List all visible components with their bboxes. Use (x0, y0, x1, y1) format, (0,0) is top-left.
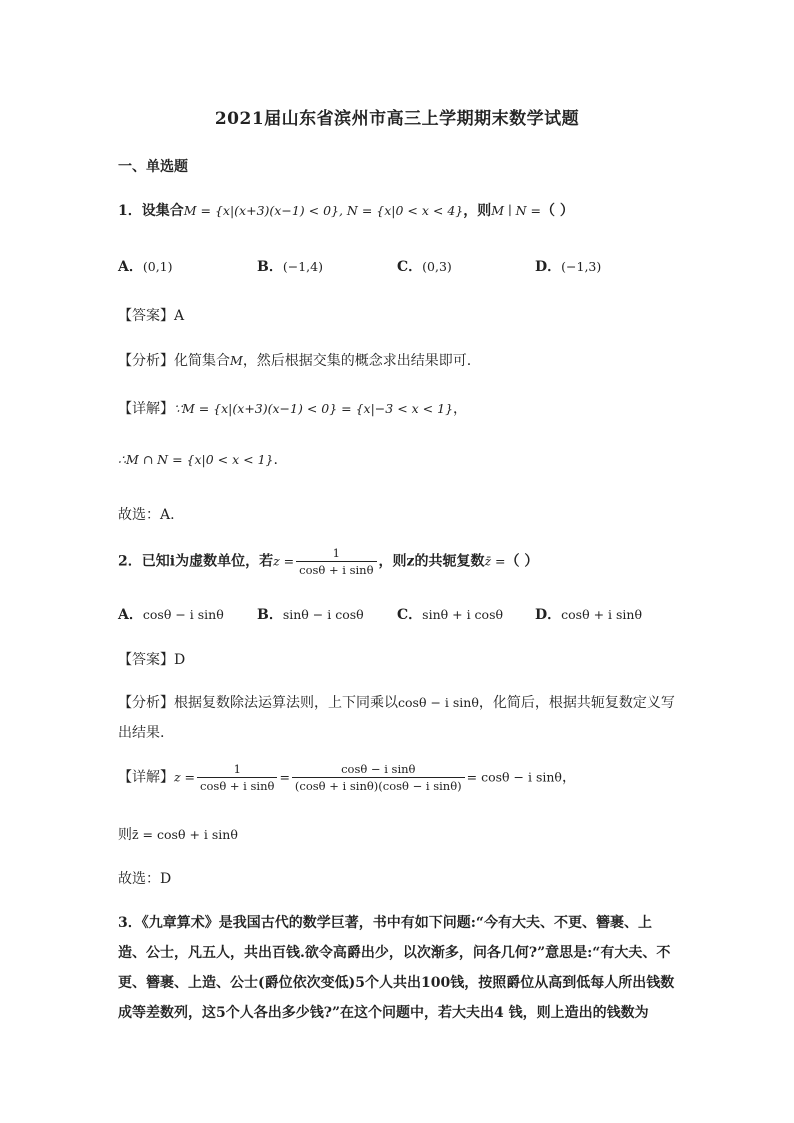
q1-option-b (257, 256, 323, 276)
option-value: sinθ + i cosθ (422, 607, 504, 622)
q2-stem (118, 546, 538, 577)
q2-z: z = (273, 553, 295, 569)
q1-expr: M ∣ N = (491, 203, 542, 218)
detail-fraction-1 (197, 762, 277, 793)
q3-line-3: 更、簪裹、上造、公士(爵位依次变低)5个人共出100钱，按照爵位从高到低每人所出钱数 (118, 975, 675, 991)
detail-label: 【详解】 (118, 769, 174, 786)
q1-therefore (118, 452, 278, 468)
q2-option-c (397, 604, 503, 624)
analysis-text-2: ，化简后，根据共轭复数定义写 (478, 695, 675, 711)
q2-zbar: z̄ = (484, 553, 506, 569)
q1-detail (118, 398, 467, 418)
answer-value: A (174, 308, 185, 324)
q2-option-a (118, 604, 224, 624)
q1-sets: M = {x|(x+3)(x−1) < 0}, N = {x|0 < x < 4} (183, 203, 464, 218)
q1-option-c (397, 256, 452, 276)
q2-analysis (118, 692, 675, 712)
fraction-denominator: cosθ + i sinθ (197, 777, 277, 793)
q2-answer (118, 649, 185, 669)
q1-number: 1． (118, 203, 142, 219)
q2-prefix: 已知i为虚数单位，若 (141, 553, 274, 570)
detail-end: ， (561, 769, 576, 786)
therefore-end: . (273, 452, 278, 468)
option-letter: B． (257, 607, 283, 623)
detail-result: = cosθ − i sinθ (466, 769, 562, 785)
fraction-numerator: 1 (332, 546, 340, 560)
option-value: (0,1) (142, 259, 173, 274)
answer-value: D (174, 652, 186, 668)
q2-mid: ，则z的共轭复数 (378, 553, 485, 570)
detail-math: ∵M = {x|(x+3)(x−1) < 0} = {x|−3 < x < 1} (174, 401, 454, 416)
option-letter: A． (118, 607, 143, 623)
q1-answer (118, 305, 184, 325)
q1-option-a (118, 256, 173, 276)
analysis-math: cosθ − i sinθ (398, 695, 479, 710)
option-value: (−1,3) (561, 259, 602, 274)
q2-analysis-cont: 出结果. (118, 725, 165, 741)
q2-number: 2． (118, 553, 142, 570)
document-title: 2021届山东省滨州市高三上学期期末数学试题 (214, 109, 580, 129)
option-letter: D． (535, 259, 562, 275)
option-value: (0,3) (422, 259, 452, 274)
q2-option-d (535, 604, 642, 624)
fraction-numerator: cosθ − i sinθ (341, 762, 416, 776)
q1-paren: （ ） (541, 203, 574, 219)
detail-fraction-2 (292, 762, 465, 793)
q2-paren: （ ） (505, 553, 539, 570)
then-math: z̄ = cosθ + i sinθ (132, 827, 238, 842)
q2-fraction (296, 546, 376, 577)
detail-label: 【详解】 (118, 401, 174, 417)
q1-then: ，则 (463, 203, 492, 219)
fraction-denominator: (cosθ + i sinθ)(cosθ − i sinθ) (292, 777, 465, 793)
q1-prefix: 设集合 (141, 203, 184, 219)
option-letter: C． (397, 607, 423, 623)
analysis-label: 【分析】 (118, 695, 174, 711)
q2-option-b (257, 604, 364, 624)
q1-analysis (118, 350, 471, 370)
answer-label: 【答案】 (118, 652, 174, 668)
detail-equals: = (279, 769, 290, 785)
answer-label: 【答案】 (118, 308, 174, 324)
fraction-denominator: cosθ + i sinθ (296, 561, 376, 577)
analysis-label: 【分析】 (118, 353, 174, 369)
detail-z: z = (174, 769, 196, 785)
q1-option-d (535, 256, 601, 276)
q3-line-4: 成等差数列，这5个人各出多少钱?”在这个问题中，若大夫出4 钱，则上造出的钱数为 (118, 1005, 649, 1021)
option-letter: B． (257, 259, 283, 275)
fraction-numerator: 1 (233, 762, 241, 776)
analysis-math: M (230, 353, 243, 368)
option-value: cosθ + i sinθ (561, 607, 642, 622)
analysis-text-2: ，然后根据交集的概念求出结果即可. (242, 353, 472, 369)
option-value: sinθ − i cosθ (282, 607, 364, 622)
q3-line-2: 造、公士，凡五人，共出百钱.欲令高爵出少，以次渐多，问各几何?”意思是:“有大夫、不 (118, 945, 671, 961)
section-heading: 一、单选题 (118, 159, 188, 175)
therefore-math: ∴M ∩ N = {x|0 < x < 1} (118, 452, 274, 467)
option-letter: C． (397, 259, 423, 275)
q2-detail (118, 762, 576, 793)
detail-end: ， (453, 401, 468, 417)
q1-stem (118, 200, 574, 220)
option-value: cosθ − i sinθ (142, 607, 224, 622)
analysis-text: 根据复数除法运算法则，上下同乘以 (174, 695, 398, 711)
q2-choose: 故选：D (118, 871, 172, 887)
option-letter: A． (118, 259, 143, 275)
option-letter: D． (535, 607, 562, 623)
q1-choose: 故选：A. (118, 507, 175, 523)
then-label: 则 (118, 827, 132, 843)
analysis-text: 化简集合 (174, 353, 230, 369)
q2-then (118, 824, 238, 844)
q3-stem (118, 908, 678, 1028)
option-value: (−1,4) (282, 259, 323, 274)
q3-line-1: 3．《九章算术》是我国古代的数学巨著，书中有如下问题:“今有大夫、不更、簪裹、上 (118, 915, 652, 931)
